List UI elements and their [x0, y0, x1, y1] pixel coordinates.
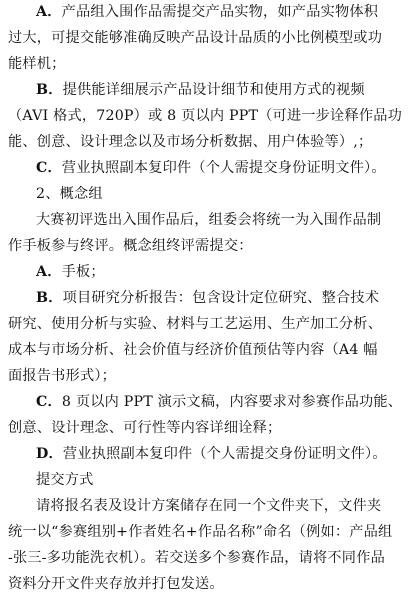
text-line	[0, 158, 414, 178]
text-line-body: 产品组入围作品需提交产品实物，如产品实物体积	[61, 4, 379, 20]
text-line-body: 创意、设计理念、可行性等内容详细诠释；	[8, 420, 282, 436]
text-line-prefix: A．	[36, 4, 62, 20]
text-line	[0, 80, 414, 100]
text-line-body: 提交方式	[36, 472, 94, 488]
text-line-prefix: A．	[36, 264, 62, 280]
text-line	[0, 132, 414, 152]
text-line	[0, 548, 414, 568]
text-line-prefix: C．	[36, 394, 62, 410]
text-line	[0, 392, 414, 412]
text-line-body: 统一以“参赛组别+作者姓名+作品名称”命名（例如：产品组	[8, 524, 393, 540]
text-line	[0, 210, 414, 230]
text-line	[0, 418, 414, 438]
text-line-body: 大赛初评选出入围作品后，组委会将统一为入围作品制	[36, 212, 382, 228]
text-line	[0, 340, 414, 360]
section-heading	[0, 470, 414, 490]
text-line	[0, 106, 414, 126]
text-line-body: 作手板参与终评。概念组终评需提交：	[8, 238, 253, 254]
text-line-body: -张三-多功能洗衣机）。若交送多个参赛作品，请将不同作品	[8, 550, 385, 566]
text-line-body: 能样机；	[8, 56, 66, 72]
text-line	[0, 288, 414, 308]
text-line-body: 手板；	[61, 264, 105, 280]
text-line-body: 营业执照副本复印件（个人需提交身份证明文件）。	[62, 446, 387, 462]
text-line	[0, 54, 414, 74]
text-line-body: 研究、使用分析与实验、材料与工艺运用、生产加工分析、	[8, 316, 383, 332]
text-line-body: 过大，可提交能够准确反映产品设计品质的小比例模型或功	[8, 30, 383, 46]
text-line	[0, 496, 414, 516]
text-line-body: 面报告书形式）；	[8, 368, 117, 384]
text-line	[0, 236, 414, 256]
text-line-body: 2、概念组	[36, 186, 103, 202]
text-line-prefix: B．	[36, 290, 63, 306]
text-line	[0, 28, 414, 48]
text-line-body: 资料分开文件夹存放并打包发送。	[8, 576, 224, 592]
text-line-body: 项目研究分析报告：包含设计定位研究、整合技术	[62, 290, 380, 306]
text-line	[0, 444, 414, 464]
text-line-prefix: D．	[36, 446, 63, 462]
text-line-body: 营业执照副本复印件（个人需提交身份证明文件）。	[61, 160, 386, 176]
text-line	[0, 262, 414, 282]
text-line-body: 能、创意、设计理念以及市场分析数据、用户体验等）,；	[8, 134, 373, 150]
text-line-body: 8 页以内 PPT 演示文稿，内容要求对参赛作品功能、	[61, 394, 403, 410]
text-line	[0, 366, 414, 386]
text-line-body: （AVI 格式，720P）或 8 页以内 PPT（可进一步诠释作品功	[8, 108, 402, 124]
text-line	[0, 574, 414, 594]
text-line-prefix: B．	[36, 82, 63, 98]
text-line	[0, 522, 414, 542]
text-line-body: 提供能详细展示产品设计细节和使用方式的视频	[62, 82, 365, 98]
text-line	[0, 314, 414, 334]
text-line-body: 成本与市场分析、社会价值与经济价值预估等内容（A4 幅	[8, 342, 378, 358]
section-heading	[0, 184, 414, 204]
text-line-body: 请将报名表及设计方案储存在同一个文件夹下，文件夹	[36, 498, 382, 514]
text-line-prefix: C．	[36, 160, 62, 176]
text-line	[0, 2, 414, 22]
